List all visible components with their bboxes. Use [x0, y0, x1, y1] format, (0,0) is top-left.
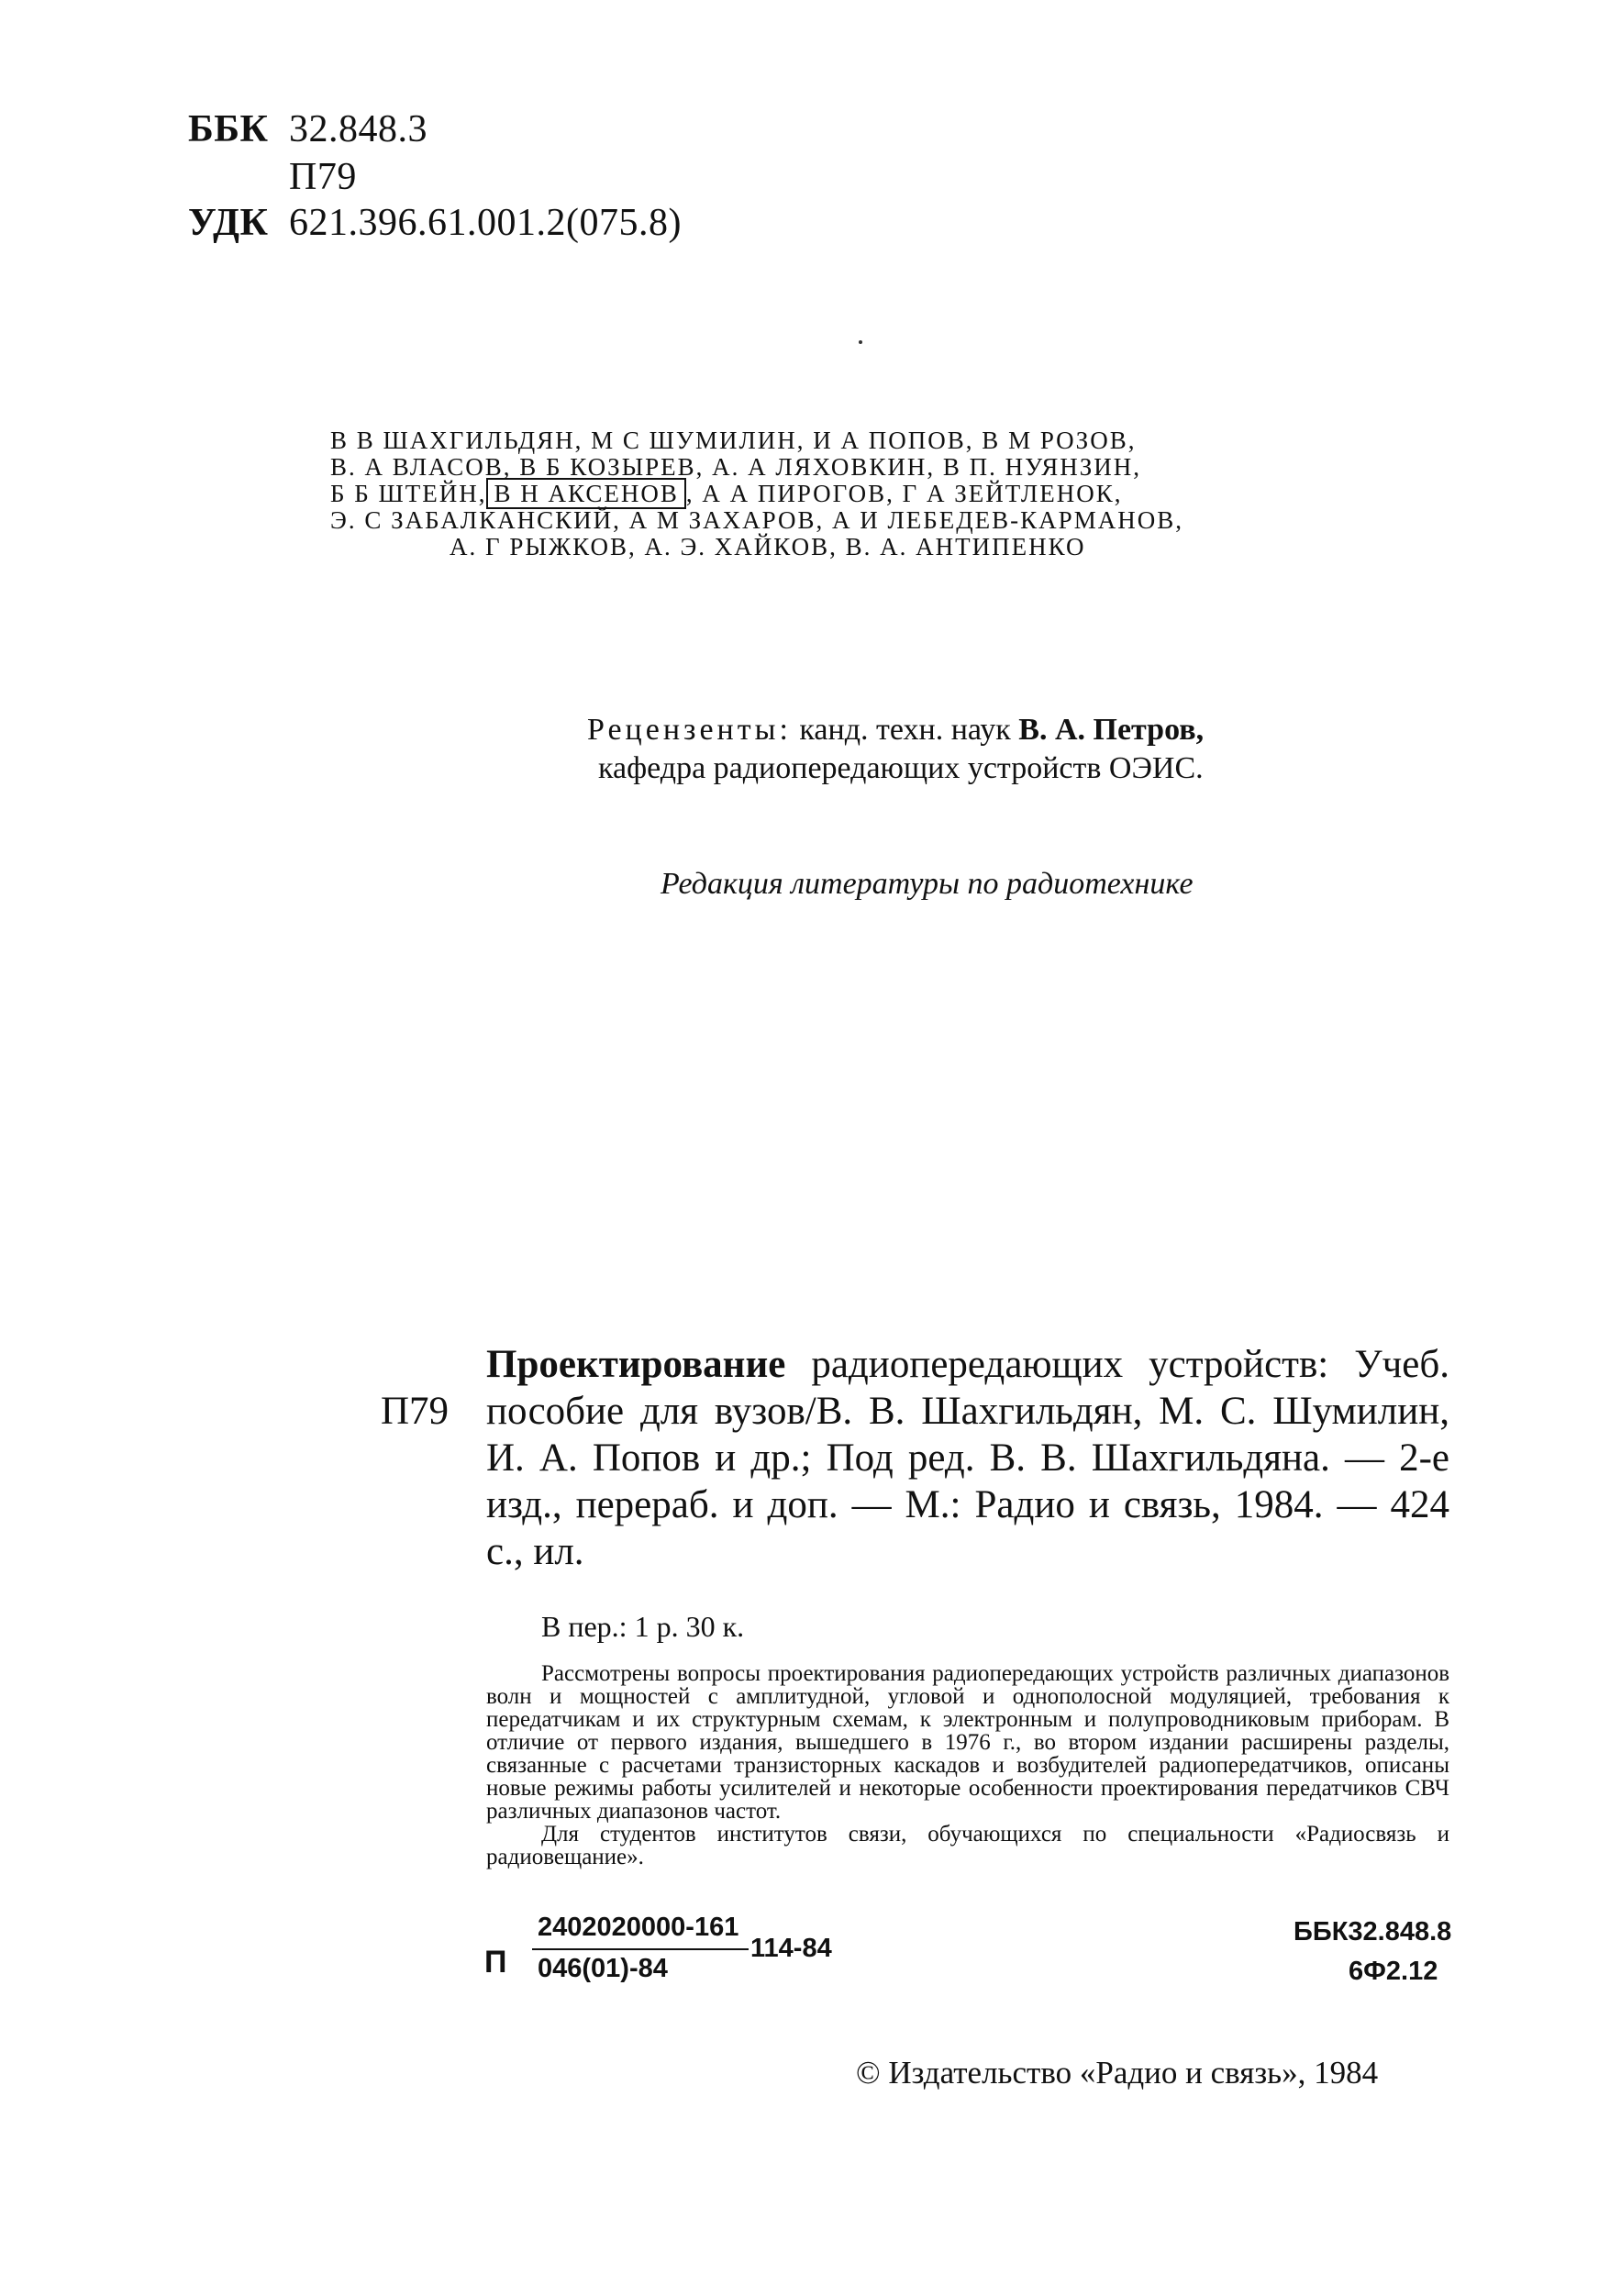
copyright: © Издательство «Радио и связь», 1984 — [856, 2055, 1379, 2091]
fraction-line — [532, 1948, 749, 1950]
udk-label: УДК — [188, 202, 269, 244]
stray-dot — [859, 340, 862, 344]
classification-block — [188, 110, 682, 242]
author-sign-row — [188, 158, 682, 204]
annotation-paragraph-1: Рассмотрены вопросы проектирования радиопередающих устройств различных диапазонов волн и мощностей с амплитудной, угловой и однополосной модуляцией, требования к передатчикам и их структурным схемам, к электронным и полупроводниковым приборам. В отличие от первого издания, вышедшего в 1976 г., во втором издании расширены разделы, связанные с расчетами транзисторных каскадов и возбудителей радиопередатчиков, описаны новые режимы работы усилителей и некоторые особенности проектирования передатчиков СВЧ различных диапазонов частот. — [486, 1661, 1449, 1824]
authors-block — [330, 427, 1183, 560]
reviewers-line-2: кафедра радиопередающих устройств ОЭИС. — [598, 751, 1204, 785]
authors-line-1: В В ШАХГИЛЬДЯН, М С ШУМИЛИН, И А ПОПОВ, В М РОЗОВ, — [330, 427, 1137, 454]
book-title: Проектирование — [486, 1343, 786, 1386]
reviewer-name: В. А. Петров, — [1018, 713, 1205, 747]
authors-line-3 — [330, 481, 1183, 507]
udk-value: 621.396.61.001.2(075.8) — [289, 202, 682, 244]
catalog-code: 6Ф2.12 — [1349, 1957, 1438, 1986]
bbk-row — [188, 110, 682, 158]
bbk-label: ББК — [188, 108, 269, 150]
authors-line-5: А. Г РЫЖКОВ, А. Э. ХАЙКОВ, В. А. АНТИПЕНКО — [450, 533, 1086, 560]
author-sign: П79 — [289, 156, 357, 198]
bbk-value: 32.848.3 — [289, 108, 427, 150]
reviewers-label: Рецензенты: — [587, 713, 792, 747]
code-denominator: 046(01)-84 — [538, 1954, 668, 1983]
code-right-part: 114-84 — [750, 1934, 832, 1963]
authors-line-3-end: , А А ПИРОГОВ, Г А ЗЕЙТЛЕНОК, — [685, 480, 1123, 507]
code-letter: П — [484, 1945, 507, 1980]
annotation-paragraph-2: Для студентов институтов связи, обучающихся по специальности «Радиосвязь и радиовещание». — [486, 1822, 1449, 1869]
price: В пер.: 1 р. 30 к. — [541, 1610, 745, 1643]
udk-row — [188, 204, 682, 242]
annotation — [486, 1662, 1449, 1869]
authors-line-2: В. А ВЛАСОВ, В Б КОЗЫРЕВ, А. А ЛЯХОВКИН, В П. НУЯНЗИН, — [330, 453, 1141, 481]
bibliographic-entry — [486, 1341, 1460, 1575]
editorial-office: Редакция литературы по радиотехнике — [661, 867, 1194, 901]
bbk-code: ББК32.848.8 — [1294, 1917, 1452, 1947]
authors-line-4: Э. С ЗАБАЛКАНСКИЙ, А М ЗАХАРОВ, А И ЛЕБЕДЕВ-КАРМАНОВ, — [330, 506, 1183, 534]
entry-code: П79 — [381, 1390, 450, 1433]
reviewers-block — [587, 711, 1204, 788]
entry-description: радиопередающих устройств: Учеб. пособие для вузов/В. В. Шахгильдян, М. С. Шумилин, И. А. Попов и др.; Под ред. В. В. Шахгильдяна. — 2-е изд., перераб. и доп. — М.: Радио и связь, 1984. — 424 с., ил. — [486, 1343, 1460, 1573]
reviewer-degree: канд. техн. наук — [791, 713, 1019, 747]
authors-line-3-start: Б Б ШТЕЙН, — [330, 480, 487, 507]
code-numerator: 2402020000-161 — [538, 1913, 739, 1942]
boxed-author-name: В Н АКСЕНОВ — [486, 478, 685, 509]
reviewers-line-1 — [587, 711, 1204, 749]
